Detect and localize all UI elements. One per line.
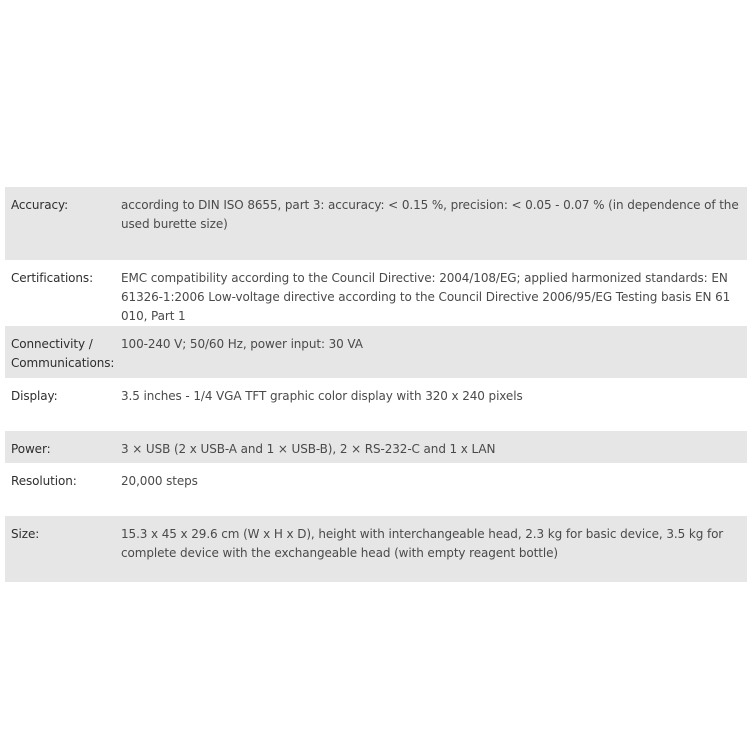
spec-label: Connectivity / Communications:: [5, 326, 115, 378]
spec-value: EMC compatibility according to the Council Directive: 2004/108/EG; applied harmonized standards: EN 61326-1:2006 Low-voltage directive according to the Council Directive 2006/95/EG Testing basis EN 61 010, Part 1: [121, 271, 731, 323]
spec-label: Resolution:: [11, 474, 77, 488]
spec-label: Display:: [11, 389, 58, 403]
spec-value: 15.3 x 45 x 29.6 cm (W x H x D), height with interchangeable head, 2.3 kg for basic device, 3.5 kg for complete device with the exchangeable head (with empty reagent bottle): [115, 516, 747, 582]
spec-value: 100-240 V; 50/60 Hz, power input: 30 VA: [115, 326, 747, 378]
spec-value: according to DIN ISO 8655, part 3: accuracy: < 0.15 %, precision: < 0.05 - 0.07 % (in dependence of the used burette size): [115, 187, 747, 260]
spec-row-size: [5, 516, 747, 582]
spec-row-certifications: [5, 260, 747, 326]
spec-value: 20,000 steps: [121, 474, 198, 488]
spec-row-resolution: [5, 463, 747, 516]
spec-label: Certifications:: [11, 271, 94, 285]
spec-row-connectivity: [5, 326, 747, 378]
specifications-table: [5, 187, 747, 582]
spec-row-power: [5, 431, 747, 463]
spec-value: 3.5 inches - 1/4 VGA TFT graphic color display with 320 x 240 pixels: [121, 389, 523, 403]
spec-row-accuracy: [5, 187, 747, 260]
spec-label: Power:: [5, 431, 115, 463]
spec-row-display: [5, 378, 747, 431]
spec-label: Size:: [5, 516, 115, 582]
spec-label: Accuracy:: [5, 187, 115, 260]
spec-value: 3 × USB (2 x USB-A and 1 × USB-B), 2 × RS-232-C and 1 x LAN: [115, 431, 747, 463]
